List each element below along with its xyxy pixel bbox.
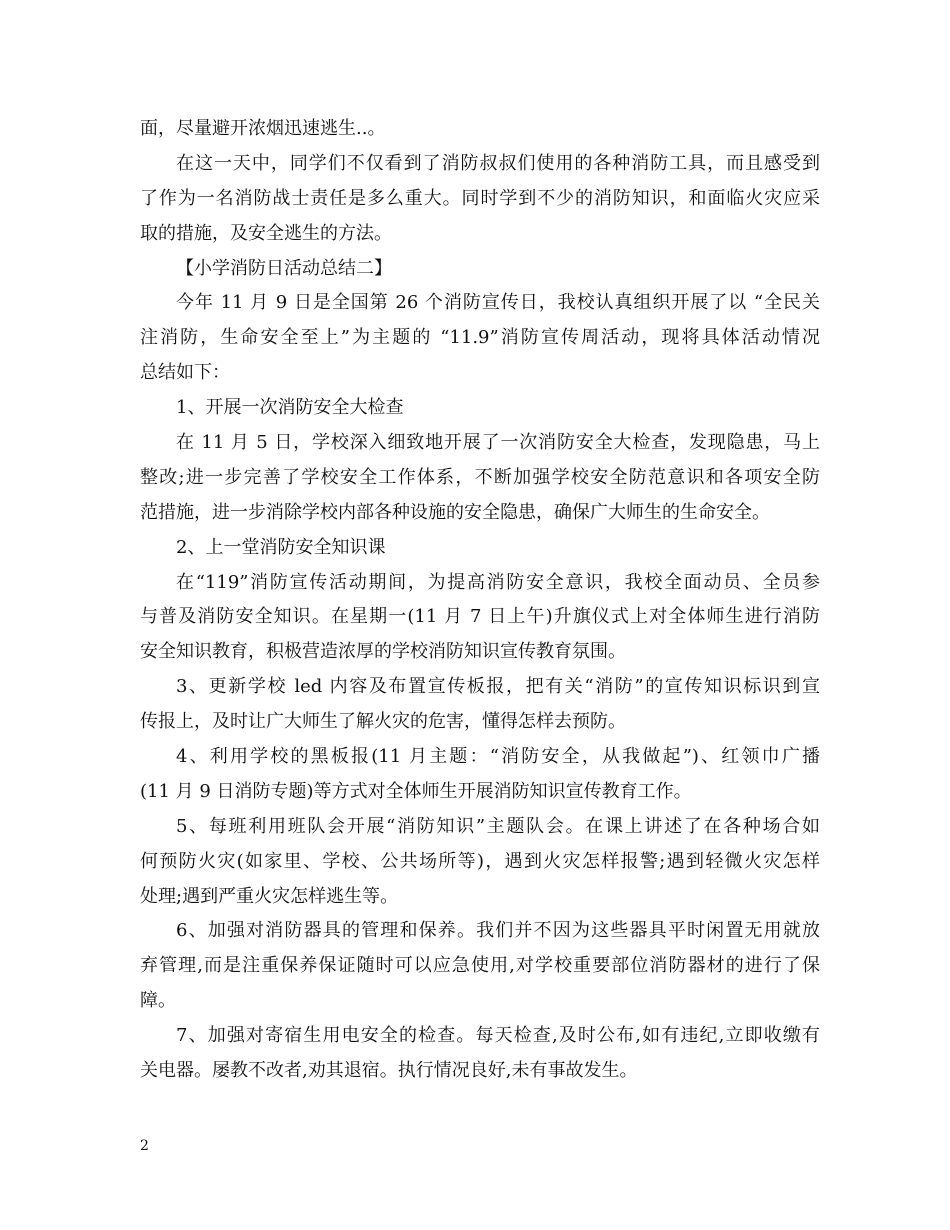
text-line: 处理;遇到严重火灾怎样逃生等。 xyxy=(140,885,399,907)
list-item-heading: 1、开展一次消防安全大检查 xyxy=(176,397,404,419)
text-line: 在 11 月 5 日，学校深入细致地开展了一次消防安全大检查，发现隐患，马上 xyxy=(176,432,820,454)
list-item-heading: 2、上一堂消防安全知识课 xyxy=(176,536,386,558)
document-body xyxy=(140,112,820,1089)
text-line: 取的措施，及安全逃生的方法。 xyxy=(140,222,392,244)
text-line: 关电器。屡教不改者,劝其退宿。执行情况良好,未有事故发生。 xyxy=(140,1060,638,1082)
text-line: 障。 xyxy=(140,990,176,1012)
text-line: 了作为一名消防战士责任是多么重大。同时学到不少的消防知识，和面临火灾应采 xyxy=(140,187,820,209)
text-line: 在“119”消防宣传活动期间，为提高消防安全意识，我校全面动员、全员参 xyxy=(176,571,820,593)
text-line: 6、加强对消防器具的管理和保养。我们并不因为这些器具平时闲置无用就放 xyxy=(176,920,820,942)
text-line: 注消防，生命安全至上”为主题的 “11.9”消防宣传周活动，现将具体活动情况 xyxy=(140,327,820,349)
text-line: 与普及消防安全知识。在星期一(11 月 7 日上午)升旗仪式上对全体师生进行消防 xyxy=(140,606,820,628)
text-line: 4、利用学校的黑板报(11 月主题：“消防安全，从我做起”)、红领巾广播 xyxy=(176,746,820,768)
text-line: (11 月 9 日消防专题)等方式对全体师生开展消防知识宣传教育工作。 xyxy=(140,780,692,802)
text-line: 安全知识教育，积极营造浓厚的学校消防知识宣传教育氛围。 xyxy=(140,641,626,663)
text-line: 何预防火灾(如家里、学校、公共场所等)，遇到火灾怎样报警;遇到轻微火灾怎样 xyxy=(140,850,820,872)
text-line: 7、加强对寄宿生用电安全的检查。每天检查,及时公布,如有违纪,立即收缴有 xyxy=(176,1025,820,1047)
text-line: 今年 11 月 9 日是全国第 26 个消防宣传日，我校认真组织开展了以 “全民关 xyxy=(176,292,820,314)
text-line: 面，尽量避开浓烟迅速逃生..。 xyxy=(140,118,386,139)
text-line: 整改;进一步完善了学校安全工作体系，不断加强学校安全防范意识和各项安全防 xyxy=(140,466,820,488)
text-line: 范措施，进一步消除学校内部各种设施的安全隐患，确保广大师生的生命安全。 xyxy=(140,501,770,523)
text-line: 3、更新学校 led 内容及布置宣传板报，把有关“消防”的宣传知识标识到宣 xyxy=(176,676,820,698)
text-line: 在这一天中，同学们不仅看到了消防叔叔们使用的各种消防工具，而且感受到 xyxy=(176,152,820,174)
text-line: 弃管理,而是注重保养保证随时可以应急使用,对学校重要部位消防器材的进行了保 xyxy=(140,955,820,977)
text-line: 5、每班利用班队会开展“消防知识”主题队会。在课上讲述了在各种场合如 xyxy=(176,815,820,837)
page-number: 2 xyxy=(140,1138,149,1154)
text-line: 总结如下： xyxy=(140,362,230,384)
text-line: 传报上，及时让广大师生了解火灾的危害，懂得怎样去预防。 xyxy=(140,711,626,733)
section-heading: 【小学消防日活动总结二】 xyxy=(176,257,392,279)
